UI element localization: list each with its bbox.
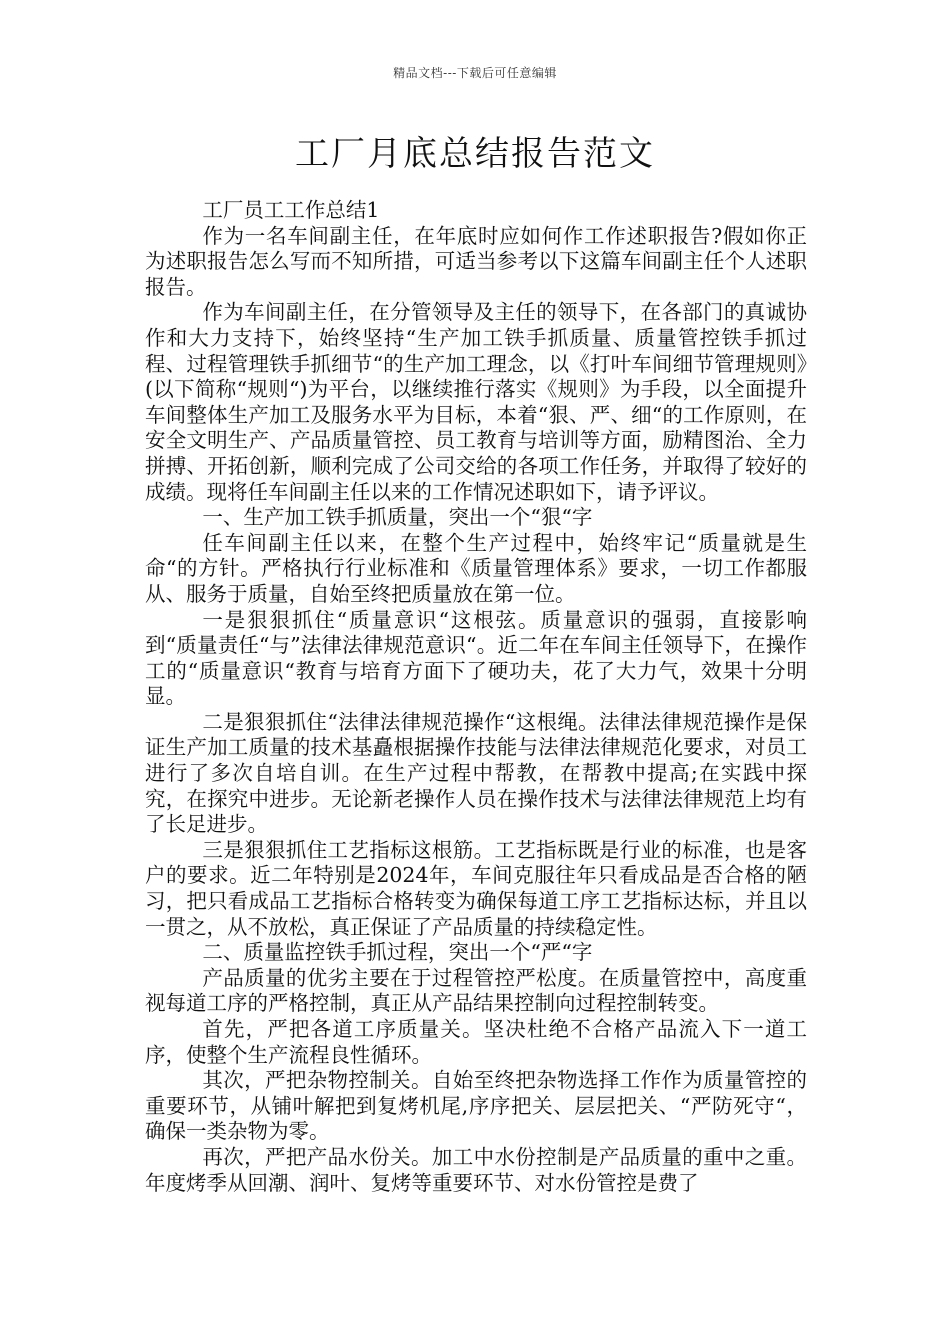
document-body <box>145 198 807 1196</box>
page-header: 精品文档---下载后可任意编辑 <box>393 66 557 80</box>
section-heading-2: 二、质量监控铁手抓过程，突出一个“严“字 <box>202 940 593 965</box>
paragraph-intro: 作为一名车间副主任，在年底时应如何作工作述职报告?假如你正为述职报告怎么写而不知所措，可适当参考以下这篇车间副主任个人述职报告。 <box>145 223 807 299</box>
paragraph: 产品质量的优劣主要在于过程管控严松度。在质量管控中，高度重视每道工序的严格控制，真正从产品结果控制向过程控制转变。 <box>145 965 807 1016</box>
paragraph: 一是狠狠抓住“质量意识“这根弦。质量意识的强弱，直接影响到“质量责任“与”法律法律规范意识“。近二年在车间主任领导下，在操作工的“质量意识“教育与培育方面下了硬功夫，花了大力气，效果十分明显。 <box>145 607 807 709</box>
paragraph: 其次，严把杂物控制关。自始至终把杂物选择工作作为质量管控的重要环节，从铺叶解把到复烤机尾,序序把关、层层把关、“严防死守“，确保一类杂物为零。 <box>145 1068 807 1144</box>
section-subtitle: 工厂员工工作总结1 <box>202 198 380 222</box>
document-title: 工厂月底总结报告范文 <box>295 134 655 174</box>
paragraph: 二是狠狠抓住“法律法律规范操作“这根绳。法律法律规范操作是保证生产加工质量的技术基矗根据操作技能与法律法律规范化要求，对员工进行了多次自培自训。在生产过程中帮教，在帮教中提高;在实践中探究，在探究中进步。无论新老操作人员在操作技术与法律法律规范上均有了长足进步。 <box>145 709 807 837</box>
paragraph: 首先，严把各道工序质量关。坚决杜绝不合格产品流入下一道工序，使整个生产流程良性循环。 <box>145 1017 807 1067</box>
paragraph: 任车间副主任以来，在整个生产过程中，始终牢记“质量就是生命“的方针。严格执行行业标准和《质量管理体系》要求，一切工作都服从、服务于质量，自始至终把质量放在第一位。 <box>145 530 807 606</box>
paragraph-overview: 作为车间副主任，在分管领导及主任的领导下，在各部门的真诚协作和大力支持下，始终坚持“生产加工铁手抓质量、质量管控铁手抓过程、过程管理铁手抓细节“的生产加工理念，以《打叶车间细节管理规则》(以下简称“规则“)为平台，以继续推行落实《规则》为手段，以全面提升车间整体生产加工及服务水平为目标，本着“狠、严、细“的工作原则，在安全文明生产、产品质量管控、员工教育与培训等方面，励精图治、全力拼搏、开拓创新，顺利完成了公司交给的各项工作任务，并取得了较好的成绩。现将任车间副主任以来的工作情况述职如下，请予评议。 <box>145 300 807 504</box>
paragraph: 再次，严把产品水份关。加工中水份控制是产品质量的重中之重。年度烤季从回潮、润叶、复烤等重要环节、对水份管控是费了 <box>145 1144 807 1195</box>
section-heading-1: 一、生产加工铁手抓质量，突出一个“狠“字 <box>202 505 593 530</box>
paragraph: 三是狠狠抓住工艺指标这根筋。工艺指标既是行业的标准，也是客户的要求。近二年特别是2024年，车间克服往年只看成品是否合格的陋习，把只看成品工艺指标合格转变为确保每道工序工艺指标达标，并且以一贯之，从不放松，真正保证了产品质量的持续稳定性。 <box>145 837 807 939</box>
